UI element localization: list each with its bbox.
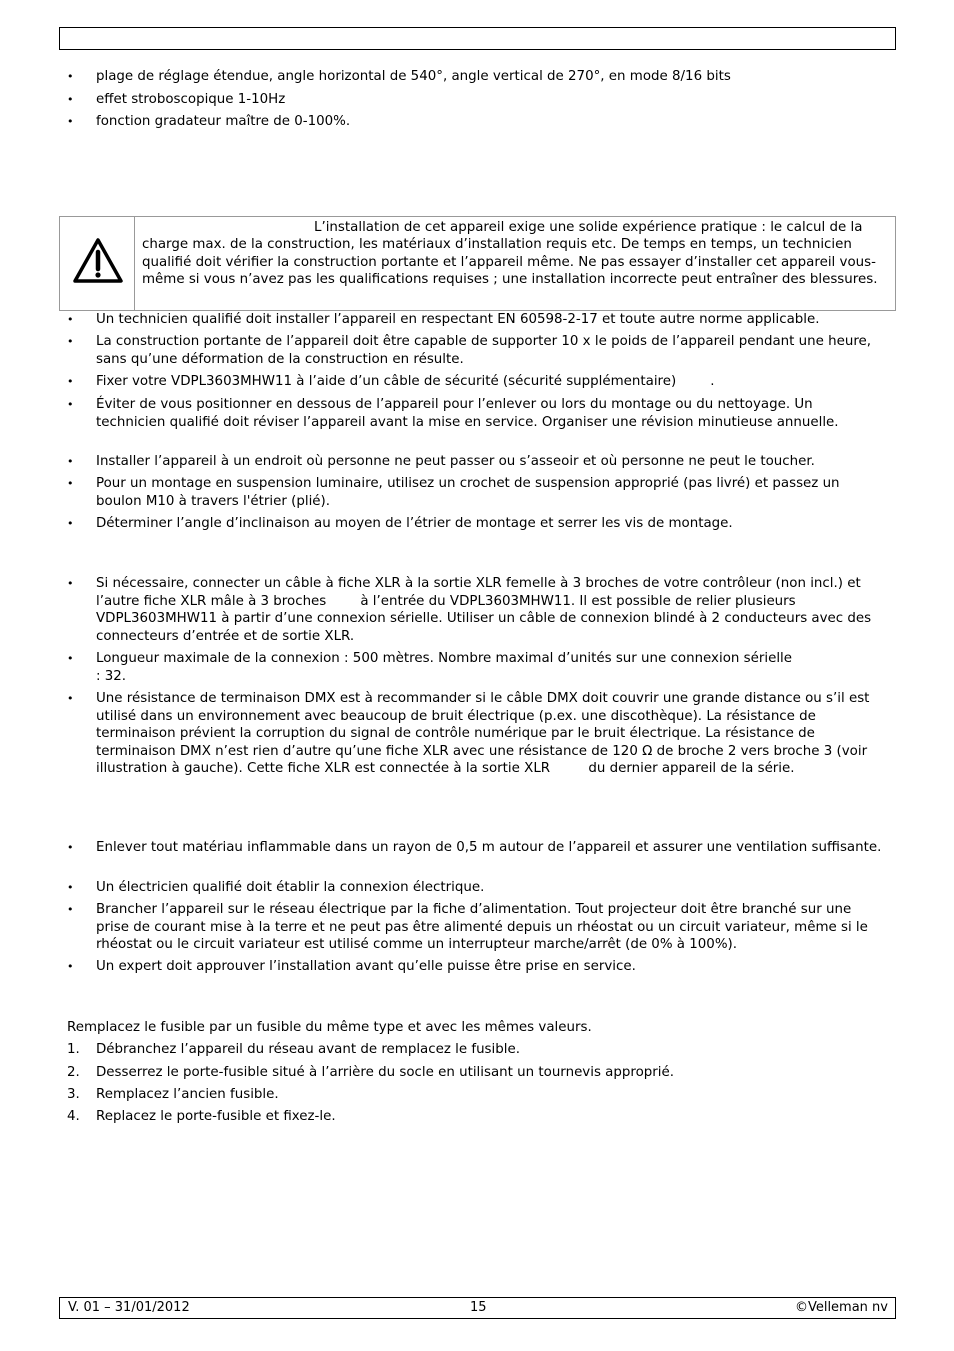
list-item-text: La construction portante de l’appareil doit être capable de supporter 10 x le poids de l’appareil pendant une heure, sans qu’une déformation de la construction en résulte. [96, 334, 872, 367]
step-number: 1. [67, 1042, 80, 1057]
bullet: • [67, 652, 74, 665]
bullet: • [67, 115, 74, 128]
bullet: • [67, 960, 74, 973]
list-item-text: Pour un montage en suspension luminaire, utilisez un crochet de suspension approprié (pas livré) et passez un boulon M10 à travers l'étrier (plié). [96, 476, 840, 509]
list-item-text: Longueur maximale de la connexion : 500 mètres. Nombre maximal d’unités sur une connexion sérielle : 32. [96, 651, 792, 684]
step-text: Débranchez l’appareil du réseau avant de remplacez le fusible. [96, 1042, 520, 1057]
bullet: • [67, 841, 74, 854]
list-item-text: fonction gradateur maître de 0-100%. [96, 114, 351, 129]
list-item-text: Un expert doit approuver l’installation avant qu’elle puisse être prise en service. [96, 959, 636, 974]
step-number: 3. [67, 1087, 80, 1102]
warning-triangle-icon [72, 237, 124, 285]
footer-copyright: ©Velleman nv [794, 1300, 888, 1315]
warning-box [59, 216, 896, 311]
list-item-text: Enlever tout matériau inflammable dans un rayon de 0,5 m autour de l’appareil et assurer une ventilation suffisante. [96, 840, 882, 855]
list-item-text: Une résistance de terminaison DMX est à recommander si le câble DMX doit couvrir une grande distance ou s’il est utilisé dans un environnement avec beaucoup de bruit électrique (p.ex. une discothèque). La résistance de terminaison prévient la corruption du signal de contrôle numérique par le bruit électrique. La résistance de terminaison DMX n’est rien d’autre qu’une fiche XLR avec une résistance de 120 Ω de broche 2 vers broche 3 (voir illustration à gauche). Cette fiche XLR est connectée à la sortie XLR du dernier appareil de la série. [96, 691, 874, 776]
warning-text: L’installation de cet appareil exige une solide expérience pratique : le calcul de la charge max. de la construction, les matériaux d’installation requis etc. De temps en temps, un technicien qualifié doit vérifier la construction portante et l’appareil même. Ne pas essayer d’installer cet appareil vous-même si vous n’avez pas les qualifications requises ; une installation incorrecte peut entraîner des blessures. [142, 220, 878, 287]
bullet: • [67, 477, 74, 490]
step-text: Replacez le porte-fusible et fixez-le. [96, 1109, 336, 1124]
bullet: • [67, 903, 74, 916]
step-number: 4. [67, 1109, 80, 1124]
list-item-text: plage de réglage étendue, angle horizontal de 540°, angle vertical de 270°, en mode 8/16 bits [96, 69, 731, 84]
list-item-text: Brancher l’appareil sur le réseau électrique par la fiche d’alimentation. Tout projecteur doit être branché sur une prise de courant mise à la terre et ne peut pas être alimenté depuis un rhéostat ou un circuit variateur, même si le rhéostat ou le circuit variateur est utilisé comme un interrupteur marche/arrêt (de 0% à 100%). [96, 902, 868, 952]
page-number: 15 [470, 1300, 487, 1315]
bullet: • [67, 313, 74, 326]
bullet: • [67, 335, 74, 348]
step-text: Remplacez l’ancien fusible. [96, 1087, 279, 1102]
list-item-text: Si nécessaire, connecter un câble à fiche XLR à la sortie XLR femelle à 3 broches de votre contrôleur (non incl.) et l’autre fiche XLR mâle à 3 broches à l’entrée du VDPL3603MHW11. Il est possible de relier plusieurs VDPL3603MHW11 à partir d’une connexion sérielle. Utiliser un câble de connexion blindé à 2 conducteurs avec des connecteurs d’entrée et de sortie XLR. [96, 576, 876, 644]
list-item-text: effet stroboscopique 1-10Hz [96, 92, 286, 107]
page-header-box [59, 27, 896, 50]
bullet: • [67, 881, 74, 894]
bullet: • [67, 93, 74, 106]
bullet: • [67, 398, 74, 411]
list-item-text: Fixer votre VDPL3603MHW11 à l’aide d’un câble de sécurité (sécurité supplémentaire) . [96, 374, 715, 389]
fuse-intro: Remplacez le fusible par un fusible du même type et avec les mêmes valeurs. [67, 1020, 592, 1035]
list-item-text: Un technicien qualifié doit installer l’appareil en respectant EN 60598-2-17 et toute autre norme applicable. [96, 312, 820, 327]
bullet: • [67, 517, 74, 530]
step-number: 2. [67, 1065, 80, 1080]
footer-version: V. 01 – 31/01/2012 [68, 1300, 190, 1315]
bullet: • [67, 577, 74, 590]
list-item-text: Éviter de vous positionner en dessous de l’appareil pour l’enlever ou lors du montage ou du nettoyage. Un technicien qualifié doit réviser l’appareil avant la mise en service. Organiser une révision minutieuse annuelle. [96, 397, 839, 430]
page-footer [59, 1297, 896, 1319]
warning-divider [134, 217, 135, 310]
bullet: • [67, 70, 74, 83]
list-item-text: Déterminer l’angle d’inclinaison au moyen de l’étrier de montage et serrer les vis de montage. [96, 516, 733, 531]
bullet: • [67, 455, 74, 468]
list-item-text: Un électricien qualifié doit établir la connexion électrique. [96, 880, 485, 895]
step-text: Desserrez le porte-fusible situé à l’arrière du socle en utilisant un tournevis approprié. [96, 1065, 675, 1080]
list-item-text: Installer l’appareil à un endroit où personne ne peut passer ou s’asseoir et où personne ne peut le toucher. [96, 454, 815, 469]
bullet: • [67, 692, 74, 705]
bullet: • [67, 375, 74, 388]
